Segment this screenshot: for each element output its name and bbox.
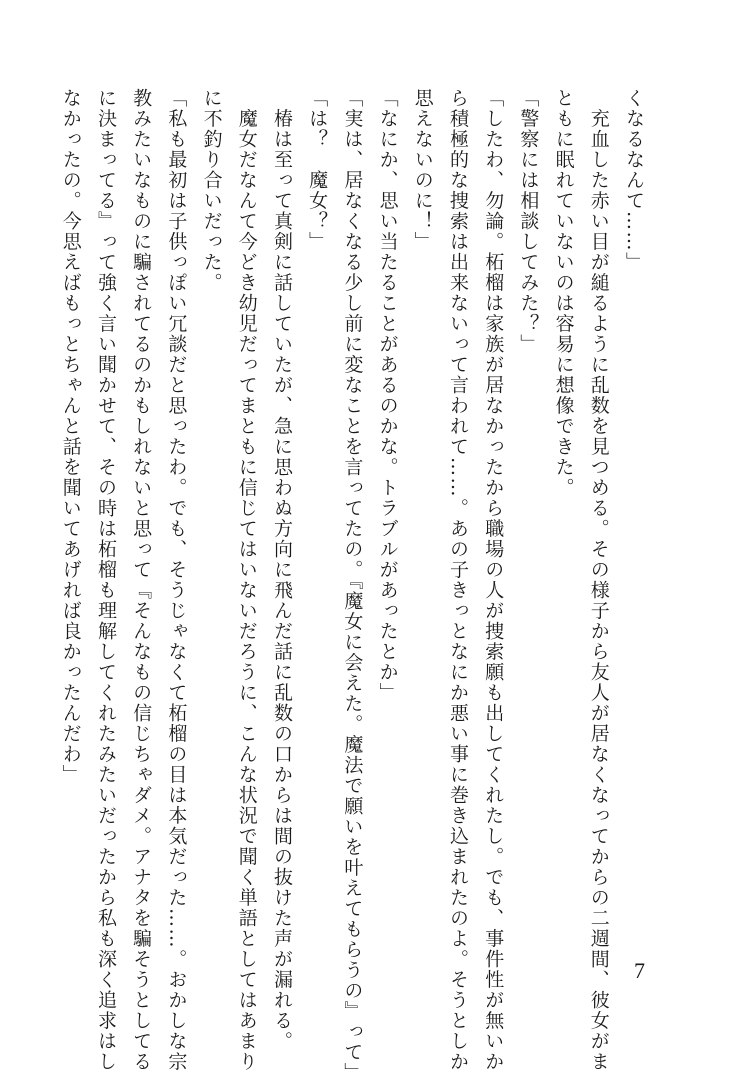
text-line: なかったの。今思えばもっとちゃんと話を聞いてあげれば良かったんだわ」 xyxy=(59,88,82,785)
text-line: 「警察には相談してみた？」 xyxy=(517,88,540,355)
text-line: に不釣り合いだった。 xyxy=(200,88,223,293)
text-line: 椿は至って真剣に話していたが、急に思わぬ方向に飛んだ話に乱数の口からは間の抜けた声が漏れる。 xyxy=(270,88,293,1052)
text-line: 「実は、居なくなる少し前に変なことを言ってたの。『魔女に会えた。魔法で願いを叶えてもらうの』って」 xyxy=(341,88,364,1083)
text-line: ともに眠れていないのは容易に想像できた。 xyxy=(552,88,575,498)
page-number: 7 xyxy=(634,958,645,983)
text-line: くなるなんて……」 xyxy=(623,88,645,273)
text-line: 魔女だなんて今どき幼児だってまともに信じてはいないだろうに、こんな状況で聞く単語としてはあまり xyxy=(235,88,258,1072)
text-line: 「は？ 魔女？」 xyxy=(306,88,329,252)
body-text xyxy=(53,88,651,1083)
text-line: 充血した赤い目が縋るように乱数を見つめる。その様子から友人が居なくなってからの二週間、彼女がま xyxy=(587,88,610,1072)
text-line: 「私も最初は子供っぽい冗談だと思ったわ。でも、そうじゃなくて柘榴の目は本気だった……。おかしな宗 xyxy=(165,88,188,1072)
text-line: ら積極的な捜索は出来ないって言われて……。あの子きっとなにか悪い事に巻き込まれたのよ。そうとしか xyxy=(446,88,469,1072)
text-line: 思えないのに！」 xyxy=(411,88,434,252)
text-line: 「なにか、思い当たることがあるのかな。トラブルがあったとか」 xyxy=(376,88,399,703)
text-line: 教みたいなものに騙されてるのかもしれないと思って『そんなもの信じちゃダメ。アナタを騙そうとしてる xyxy=(130,88,153,1072)
text-line: 「したわ、勿論。柘榴は家族が居なかったから職場の人が捜索願も出してくれたし。でも、事件性が無いか xyxy=(482,88,505,1072)
text-line: に決まってる』って強く言い聞かせて、その時は柘榴も理解してくれたみたいだったから私も深く追求はし xyxy=(94,88,117,1072)
